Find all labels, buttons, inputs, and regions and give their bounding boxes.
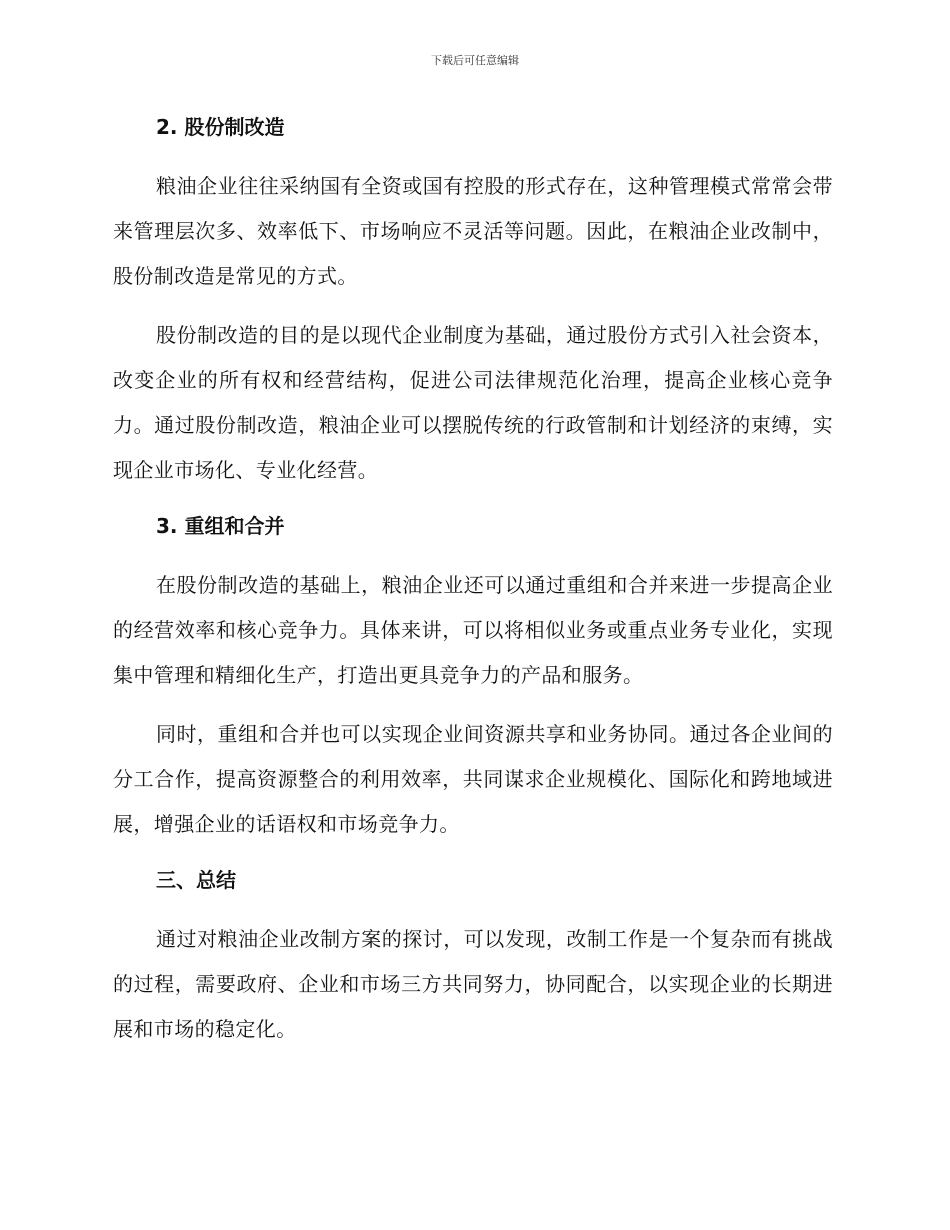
paragraph: 股份制改造的目的是以现代企业制度为基础，通过股份方式引入社会资本，改变企业的所有权和经营结构，促进公司法律规范化治理，提高企业核心竞争力。通过股份制改造，粮油企业可以摆脱传统的行政管制和计划经济的束缚，实现企业市场化、专业化经营。 <box>113 323 833 482</box>
paragraph: 通过对粮油企业改制方案的探讨，可以发现，改制工作是一个复杂而有挑战的过程，需要政府、企业和市场三方共同努力，协同配合，以实现企业的长期进展和市场的稳定化。 <box>113 927 833 1041</box>
paragraph: 粮油企业往往采纳国有全资或国有控股的形式存在，这种管理模式常常会带来管理层次多、效率低下、市场响应不灵活等问题。因此，在粮油企业改制中，股份制改造是常见的方式。 <box>113 174 833 288</box>
paragraph: 同时，重组和合并也可以实现企业间资源共享和业务协同。通过各企业间的分工合作，提高资源整合的利用效率，共同谋求企业规模化、国际化和跨地域进展，增强企业的话语权和市场竞争力。 <box>113 722 833 836</box>
section-heading-restructure-merge: 3. 重组和合并 <box>156 514 285 538</box>
section-heading-share-reform: 2. 股份制改造 <box>156 115 285 139</box>
document-body <box>113 112 833 1066</box>
paragraph: 在股份制改造的基础上，粮油企业还可以通过重组和合并来进一步提高企业的经营效率和核心竞争力。具体来讲，可以将相似业务或重点业务专业化，实现集中管理和精细化生产，打造出更具竞争力的产品和服务。 <box>113 573 833 687</box>
section-heading-summary: 三、总结 <box>156 868 236 892</box>
header-note: 下载后可任意编辑 <box>431 54 519 67</box>
